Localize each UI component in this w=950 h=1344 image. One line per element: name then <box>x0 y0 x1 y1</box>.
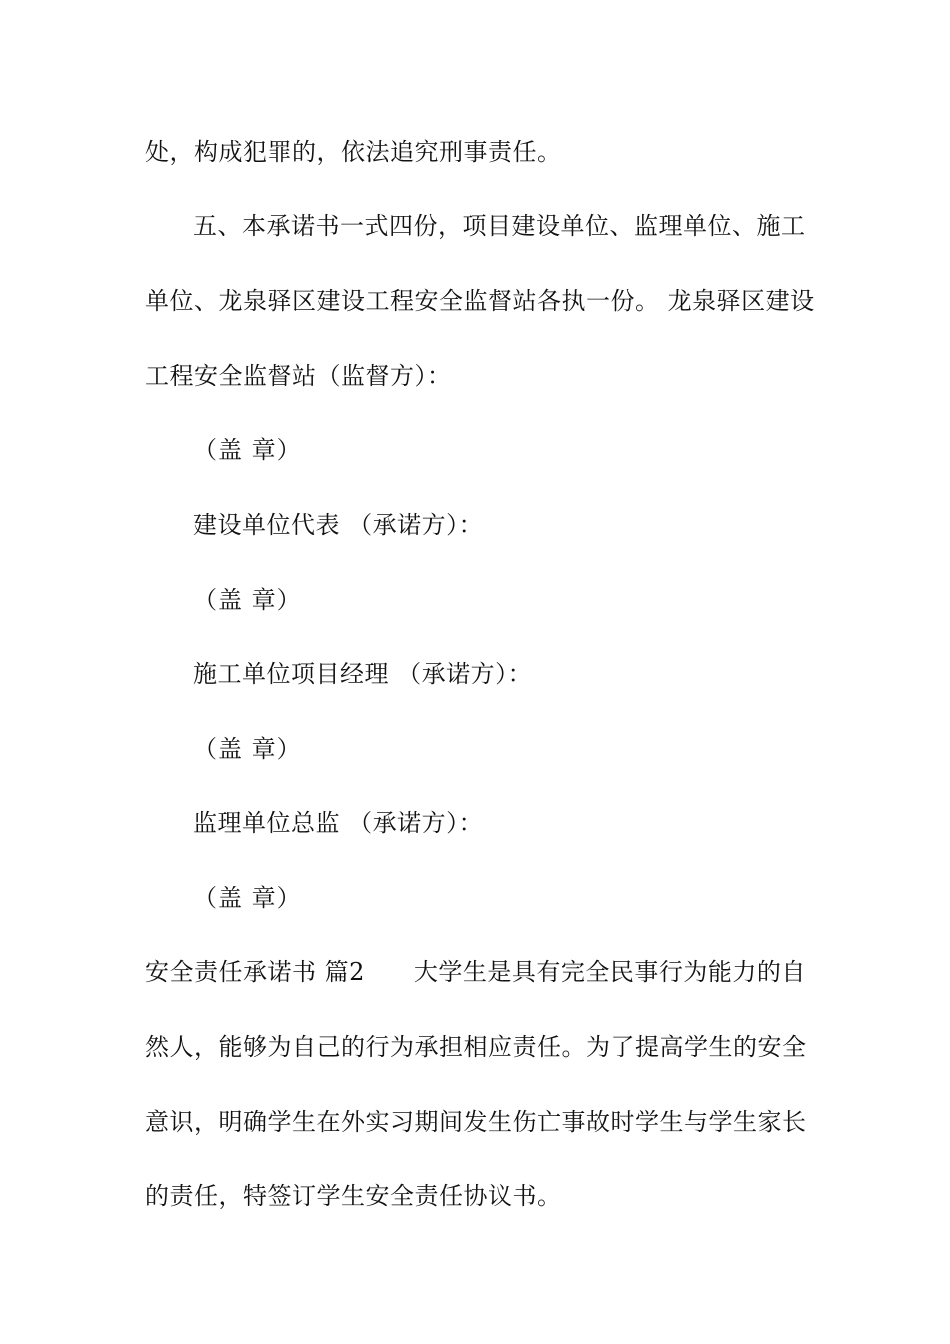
seal-label: （盖 章） <box>193 735 302 763</box>
signature-line: 施工单位项目经理 （承诺方）： <box>193 660 533 688</box>
signature-line: 监理单位总监 （承诺方）： <box>193 809 484 837</box>
paragraph-line: 单位、龙泉驿区建设工程安全监督站各执一份。 龙泉驿区建设 <box>145 287 815 315</box>
paragraph-line: 意识，明确学生在外实习期间发生伤亡事故时学生与学生家长 <box>145 1108 807 1136</box>
seal-label: （盖 章） <box>193 436 302 464</box>
paragraph-line: 的责任，特签订学生安全责任协议书。 <box>145 1182 562 1210</box>
section-heading-line: 安全责任承诺书 篇2 大学生是具有完全民事行为能力的自 <box>145 958 806 986</box>
seal-label: （盖 章） <box>193 586 302 614</box>
signature-line: 建设单位代表 （承诺方）： <box>193 511 484 539</box>
paragraph-line: 处，构成犯罪的，依法追究刑事责任。 <box>145 138 562 166</box>
paragraph-line: 工程安全监督站（监督方）： <box>145 362 452 390</box>
paragraph-line: 五、本承诺书一式四份，项目建设单位、监理单位、施工 <box>193 212 806 240</box>
paragraph-line: 然人，能够为自己的行为承担相应责任。为了提高学生的安全 <box>145 1033 807 1061</box>
seal-label: （盖 章） <box>193 884 302 912</box>
